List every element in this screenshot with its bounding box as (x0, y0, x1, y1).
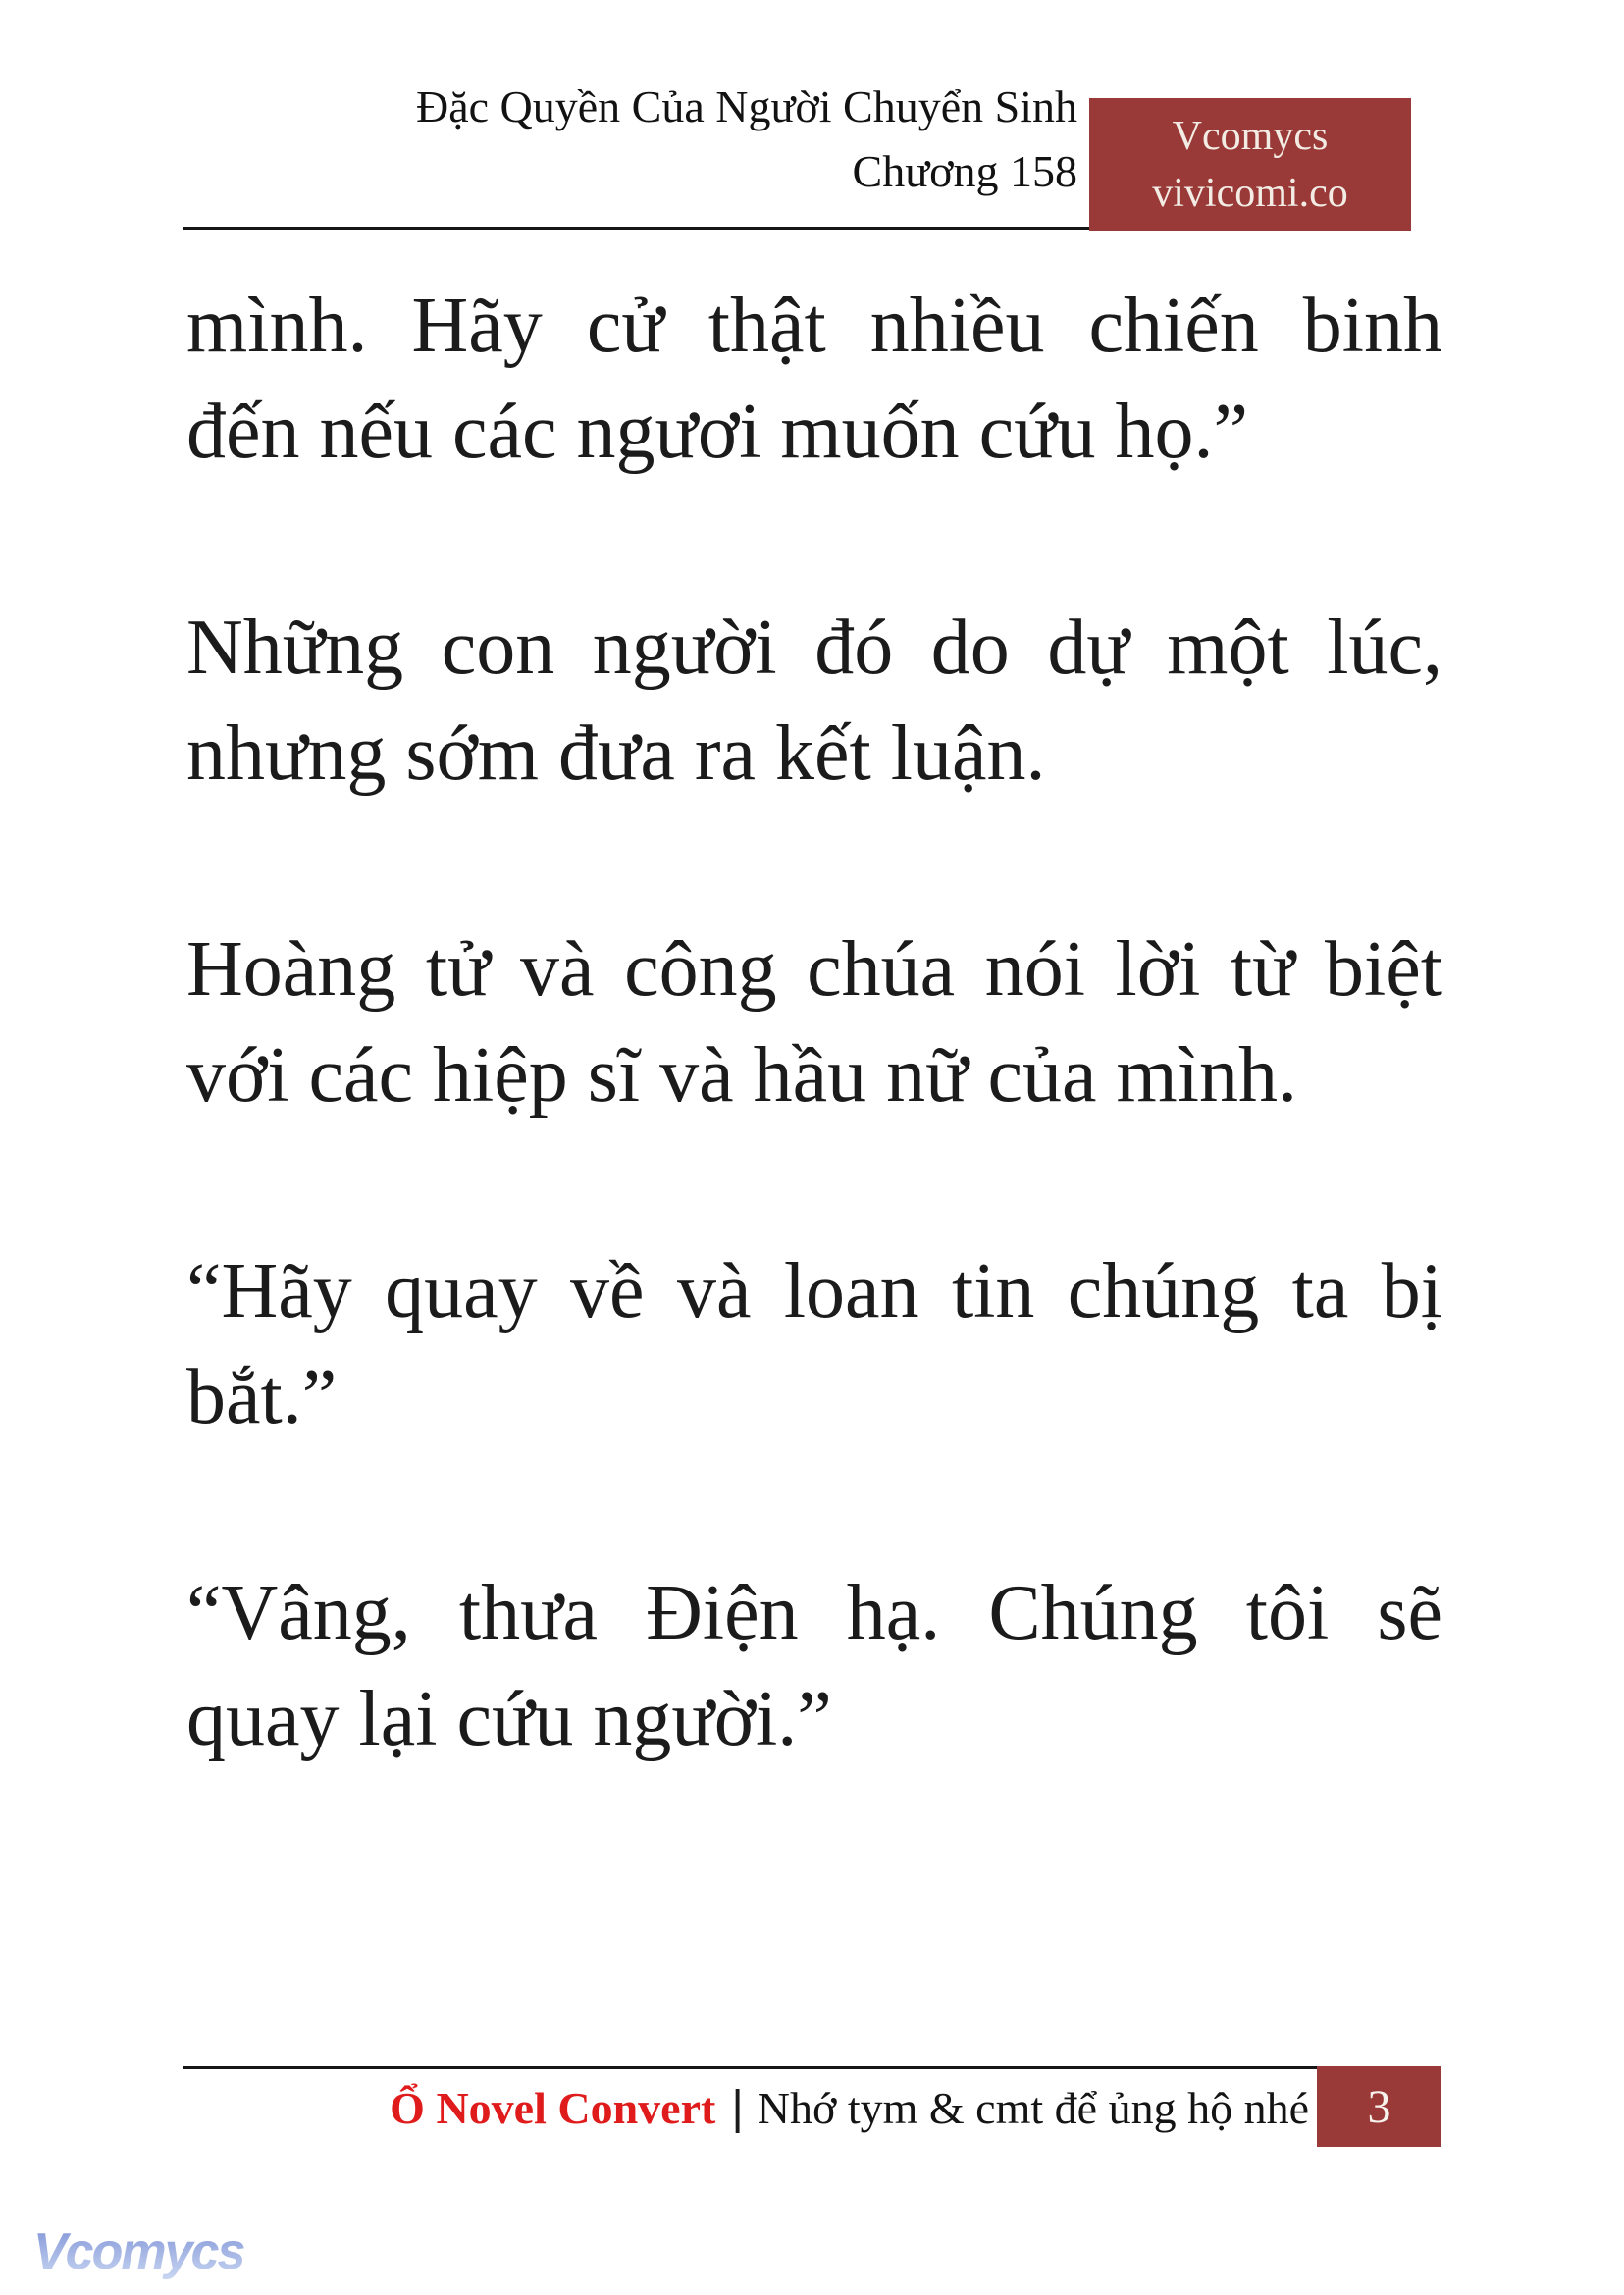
text-line: “Hãy quay về và loan tin chúng ta bị (186, 1248, 1442, 1334)
watermark-text: Vcomycs (33, 2223, 244, 2280)
paragraph (186, 1560, 1442, 1772)
publisher-badge (1089, 98, 1411, 231)
text-line: đến nếu các ngươi muốn cứu họ.” (186, 389, 1249, 475)
paragraph (186, 1238, 1442, 1450)
footer-note: Nhớ tym & cmt để ủng hộ nhé (757, 2083, 1309, 2133)
page-number-badge (1317, 2066, 1441, 2147)
text-line: với các hiệp sĩ và hầu nữ của mình. (186, 1032, 1297, 1119)
text-line: Hoàng tử và công chúa nói lời từ biệt (186, 926, 1442, 1013)
paragraph (186, 273, 1442, 485)
vcomycs-logo-watermark (24, 2206, 259, 2292)
paragraph (186, 595, 1442, 807)
chapter-label: Chương 158 (852, 146, 1077, 196)
page-body (186, 273, 1442, 1772)
page-footer (183, 2066, 1317, 2147)
text-line: mình. Hãy cử thật nhiều chiến binh (186, 283, 1442, 369)
text-line: nhưng sớm đưa ra kết luận. (186, 710, 1046, 797)
text-line: “Vâng, thưa Điện hạ. Chúng tôi sẽ (186, 1570, 1442, 1656)
footer-brand: Ổ Novel Convert (390, 2083, 716, 2133)
publisher-name: Vcomycs (1172, 113, 1329, 159)
text-line: Những con người đó do dự một lúc, (186, 604, 1442, 691)
page-header (416, 75, 1077, 204)
page-title: Đặc Quyền Của Người Chuyển Sinh (415, 81, 1077, 131)
text-line: quay lại cứu người.” (186, 1676, 832, 1762)
paragraph (186, 916, 1442, 1128)
page-number: 3 (1367, 2080, 1391, 2133)
publisher-site: vivicomi.co (1152, 170, 1348, 216)
text-line: bắt.” (186, 1354, 338, 1440)
header-divider (183, 227, 1089, 230)
footer-separator: | (731, 2082, 744, 2134)
